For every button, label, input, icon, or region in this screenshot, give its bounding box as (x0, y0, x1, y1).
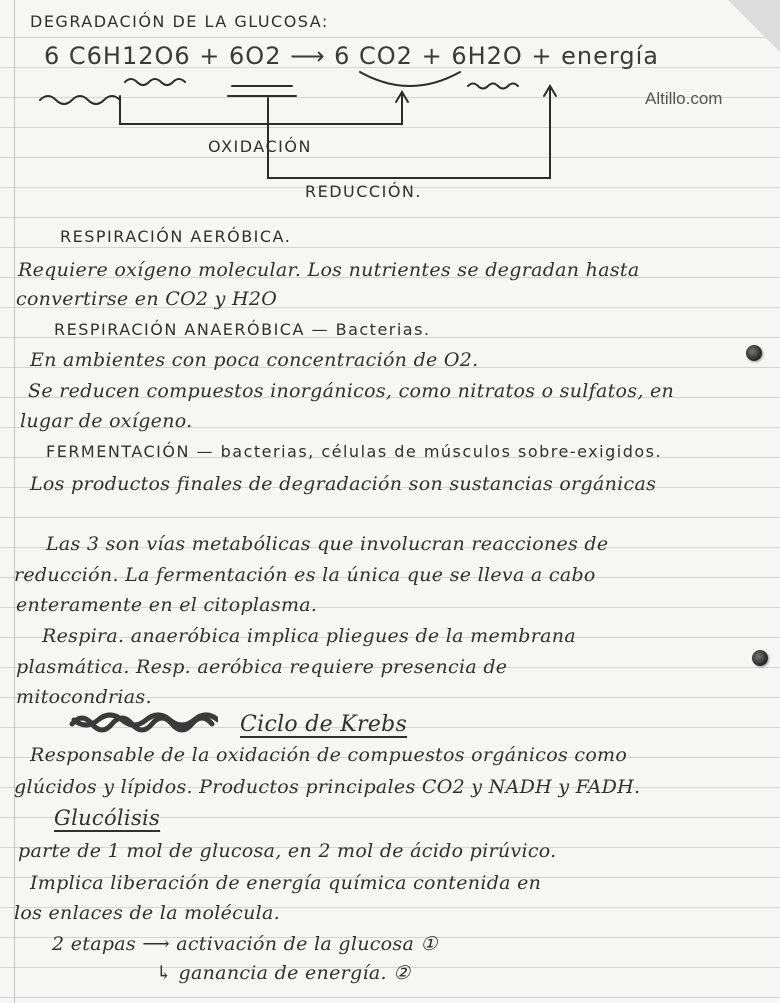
heading-aerobic: RESPIRACIÓN AERÓBICA. (60, 227, 292, 246)
page-title: DEGRADACIÓN DE LA GLUCOSA: (30, 12, 329, 31)
note-line: ↳ ganancia de energía. ② (156, 962, 411, 984)
note-line: mitocondrias. (16, 686, 152, 708)
heading-krebs: Ciclo de Krebs (240, 712, 408, 737)
note-line: Requiere oxígeno molecular. Los nutrientes se degradan hasta (18, 259, 640, 281)
note-line: glúcidos y lípidos. Productos principales CO2 y NADH y FADH. (14, 776, 641, 798)
note-line: Los productos finales de degradación son sustancias orgánicas (30, 473, 657, 495)
note-line: lugar de oxígeno. (20, 410, 193, 432)
heading-fermentation: FERMENTACIÓN — bacterias, células de músculos sobre-exigidos. (46, 442, 663, 461)
note-line: Implica liberación de energía química contenida en (30, 872, 542, 894)
watermark: Altillo.com (645, 89, 723, 108)
note-line: En ambientes con poca concentración de O2. (30, 349, 479, 371)
scribble-mark (68, 708, 218, 738)
note-line: reducción. La fermentación es la única que se lleva a cabo (14, 564, 596, 586)
note-line: los enlaces de la molécula. (14, 902, 280, 924)
note-line: 2 etapas ⟶ activación de la glucosa ① (52, 933, 438, 955)
note-line: Responsable de la oxidación de compuestos orgánicos como (30, 744, 628, 766)
note-line: enteramente en el citoplasma. (16, 594, 318, 616)
reduction-label: REDUCCIÓN. (305, 182, 422, 201)
heading-glycolysis: Glucólisis (54, 806, 161, 830)
glucose-equation: 6 C6H12O6 + 6O2 ⟶ 6 CO2 + 6H2O + energía (44, 42, 659, 70)
note-line: plasmática. Resp. aeróbica requiere presencia de (16, 656, 508, 678)
heading-anaerobic: RESPIRACIÓN ANAERÓBICA — Bacterias. (54, 320, 431, 339)
punch-hole-top (746, 345, 762, 361)
oxidation-label: OXIDACIÓN (208, 137, 312, 156)
note-line: parte de 1 mol de glucosa, en 2 mol de ácido pirúvico. (18, 840, 557, 862)
note-line: Respira. anaeróbica implica pliegues de la membrana (42, 625, 576, 647)
punch-hole-bottom (752, 650, 768, 666)
note-line: Se reducen compuestos inorgánicos, como nitratos o sulfatos, en (28, 380, 675, 402)
note-line: convertirse en CO2 y H2O (16, 288, 278, 310)
note-line: Las 3 son vías metabólicas que involucran reacciones de (46, 533, 609, 555)
